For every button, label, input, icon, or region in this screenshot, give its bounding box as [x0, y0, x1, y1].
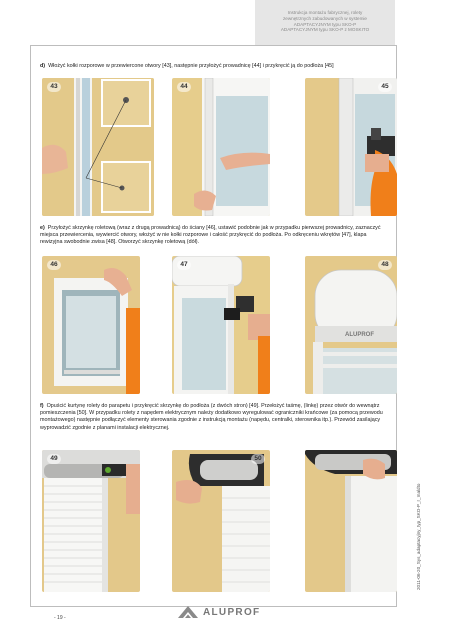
photo-number: 48	[378, 260, 392, 270]
header-line: Instrukcja montażu fabrycznej, rolety	[287, 10, 363, 15]
photo-number: 44	[177, 82, 191, 92]
photo-47	[172, 256, 270, 394]
page-number: - 19 -	[54, 615, 66, 621]
aluprof-logo-icon	[177, 605, 199, 619]
step-d-text: Włożyć kołki rozporowe w przewiercone otwory [43], następnie przyłożyć prowadnicę [44] i przykręcić ją do podłoża [45]	[48, 63, 334, 69]
photo-44-image	[172, 78, 270, 216]
photo-45	[305, 78, 397, 216]
photo-44	[172, 78, 270, 216]
photo-48	[305, 256, 397, 394]
photo-number: 50	[251, 454, 265, 464]
step-f-text: Opuścić kurtynę rolety do parapetu i przykręcić skrzynkę do podłoża (z dwóch stron) [49]. Przełożyć taśmę, (linkę) przez otwór do wewnątrz pomieszczenia [50]. W przypadku rolety z napędem elektrycznym należy dodatkowo wyregulować ograniczniki krańcowe (za pomocą przewodu montażowego) następnie podłączyć elementy sterowania zgodnie z instrukcją montażu (napędu, centralki, sterownika itp.). Przewód zasilający wyprowadzić zgodnie z planami instalacji elektrycznej.	[40, 403, 383, 431]
photo-50	[172, 450, 270, 592]
step-e-text: Przyłożyć skrzynkę roletową (wraz z drugą prowadnicą) do ściany [46], ustawić podobnie jak w przypadku pierwszej prowadnicy, zaznaczyć miejsca przewiercenia, wywiercić otwory, włożyć w nie kołki rozporowe i całość przykręcić do podłoża. Po odkręceniu wkrętów [47], klapa rewizyjna swobodnie zwisa [48]. Otworzyć skrzynkę roletową (dół).	[40, 225, 381, 246]
photo-number: 45	[378, 82, 392, 92]
photo-51	[305, 450, 397, 592]
step-f-letter: f)	[40, 403, 44, 409]
photo-46	[42, 256, 140, 394]
step-d-letter: d)	[40, 63, 46, 69]
photo-number: 46	[47, 260, 61, 270]
photo-number: 49	[47, 454, 61, 464]
photo-48-image	[305, 256, 397, 394]
photo-51-image	[305, 450, 397, 592]
aluprof-logo	[177, 605, 260, 619]
header-line: ADAPTACYJNYM typu SKO-P z MOSKITO	[280, 27, 370, 33]
photo-43-image	[42, 78, 154, 216]
step-e-paragraph	[40, 225, 390, 247]
photo-47-image	[172, 256, 270, 394]
document-code: 2011-06-20_Sys_adaptacyjny_typ_SKO-P_r_maldto	[416, 483, 421, 590]
document-header	[258, 10, 392, 33]
photo-43	[42, 78, 154, 216]
photo-number: 47	[177, 260, 191, 270]
aluprof-logo-text: ALUPROF	[203, 606, 261, 618]
header-line: ADAPTACYJNYM typu SKO-P	[293, 21, 357, 27]
step-d-paragraph	[40, 63, 390, 70]
step-e-letter: e)	[40, 225, 45, 231]
photo-number: 43	[47, 82, 61, 92]
photo-50-image	[172, 450, 270, 592]
step-f-paragraph	[40, 403, 392, 432]
photo-45-image	[305, 78, 397, 216]
box-brand-label: ALUPROF	[345, 332, 374, 338]
photo-49	[42, 450, 140, 592]
photo-46-image	[42, 256, 140, 394]
header-line: zewnętrznych zabudowanych w systemie	[282, 15, 367, 21]
photo-49-image	[42, 450, 140, 592]
